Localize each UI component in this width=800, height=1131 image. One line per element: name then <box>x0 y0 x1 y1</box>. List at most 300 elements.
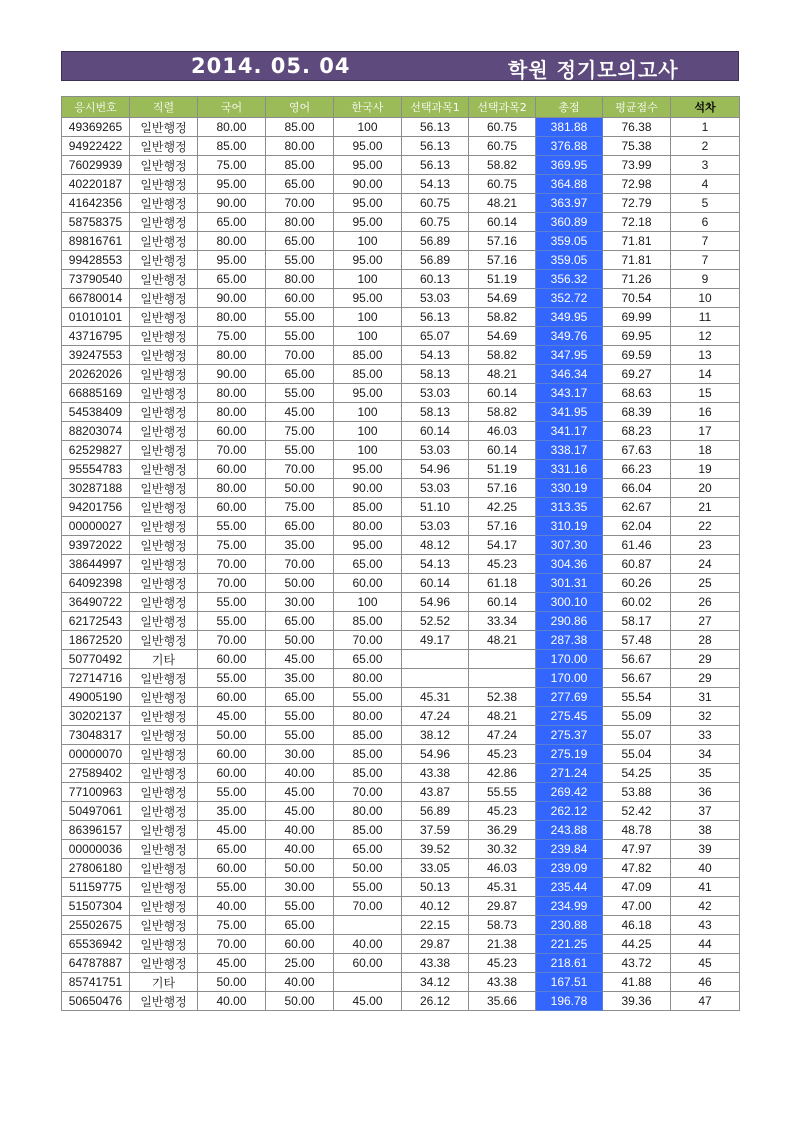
elective-2-cell: 48.21 <box>469 631 536 650</box>
korean-history-cell: 95.00 <box>334 137 402 156</box>
elective-2-cell: 48.21 <box>469 365 536 384</box>
elective-1-cell: 58.13 <box>402 365 469 384</box>
exam-number-cell: 88203074 <box>62 422 130 441</box>
exam-number-cell: 54538409 <box>62 403 130 422</box>
english-cell: 45.00 <box>266 403 334 422</box>
elective-1-cell: 49.17 <box>402 631 469 650</box>
table-row <box>62 992 740 1011</box>
table-row <box>62 479 740 498</box>
exam-number-cell: 49369265 <box>62 118 130 137</box>
table-row <box>62 574 740 593</box>
korean-history-cell: 80.00 <box>334 802 402 821</box>
english-cell: 50.00 <box>266 631 334 650</box>
rank-cell: 19 <box>671 460 740 479</box>
series-cell: 일반행정 <box>130 365 198 384</box>
rank-cell: 5 <box>671 194 740 213</box>
total-cell: 239.84 <box>536 840 603 859</box>
series-cell: 일반행정 <box>130 137 198 156</box>
total-cell: 349.76 <box>536 327 603 346</box>
rank-cell: 20 <box>671 479 740 498</box>
korean-history-cell: 95.00 <box>334 460 402 479</box>
rank-cell: 1 <box>671 118 740 137</box>
korean-cell: 80.00 <box>198 308 266 327</box>
korean-history-cell: 40.00 <box>334 935 402 954</box>
rank-cell: 3 <box>671 156 740 175</box>
total-cell: 331.16 <box>536 460 603 479</box>
table-row <box>62 764 740 783</box>
elective-1-cell: 38.12 <box>402 726 469 745</box>
column-header-rank: 석차 <box>671 97 740 118</box>
exam-number-cell: 36490722 <box>62 593 130 612</box>
column-header-series: 직렬 <box>130 97 198 118</box>
elective-1-cell: 56.89 <box>402 232 469 251</box>
korean-cell: 95.00 <box>198 251 266 270</box>
elective-1-cell: 60.75 <box>402 213 469 232</box>
elective-1-cell: 51.10 <box>402 498 469 517</box>
exam-number-cell: 27589402 <box>62 764 130 783</box>
title-banner <box>61 51 739 81</box>
series-cell: 일반행정 <box>130 251 198 270</box>
english-cell: 40.00 <box>266 764 334 783</box>
average-cell: 56.67 <box>603 650 671 669</box>
korean-history-cell: 100 <box>334 308 402 327</box>
korean-history-cell: 95.00 <box>334 289 402 308</box>
total-cell: 341.95 <box>536 403 603 422</box>
korean-history-cell: 85.00 <box>334 745 402 764</box>
total-cell: 230.88 <box>536 916 603 935</box>
english-cell: 40.00 <box>266 821 334 840</box>
rank-cell: 7 <box>671 251 740 270</box>
total-cell: 364.88 <box>536 175 603 194</box>
elective-1-cell: 43.87 <box>402 783 469 802</box>
average-cell: 72.98 <box>603 175 671 194</box>
total-cell: 338.17 <box>536 441 603 460</box>
exam-number-cell: 76029939 <box>62 156 130 175</box>
exam-number-cell: 89816761 <box>62 232 130 251</box>
total-cell: 277.69 <box>536 688 603 707</box>
series-cell: 일반행정 <box>130 612 198 631</box>
rank-cell: 42 <box>671 897 740 916</box>
table-row <box>62 650 740 669</box>
korean-cell: 90.00 <box>198 289 266 308</box>
elective-1-cell: 52.52 <box>402 612 469 631</box>
series-cell: 일반행정 <box>130 384 198 403</box>
rank-cell: 18 <box>671 441 740 460</box>
table-row <box>62 726 740 745</box>
exam-number-cell: 73048317 <box>62 726 130 745</box>
average-cell: 53.88 <box>603 783 671 802</box>
table-row <box>62 745 740 764</box>
elective-1-cell: 56.13 <box>402 156 469 175</box>
rank-cell: 2 <box>671 137 740 156</box>
korean-history-cell: 85.00 <box>334 726 402 745</box>
total-cell: 310.19 <box>536 517 603 536</box>
elective-2-cell: 57.16 <box>469 232 536 251</box>
elective-1-cell: 45.31 <box>402 688 469 707</box>
total-cell: 239.09 <box>536 859 603 878</box>
average-cell: 41.88 <box>603 973 671 992</box>
elective-1-cell: 56.89 <box>402 802 469 821</box>
average-cell: 56.67 <box>603 669 671 688</box>
series-cell: 일반행정 <box>130 346 198 365</box>
english-cell: 55.00 <box>266 441 334 460</box>
korean-cell: 60.00 <box>198 422 266 441</box>
table-row <box>62 536 740 555</box>
total-cell: 343.17 <box>536 384 603 403</box>
table-row <box>62 384 740 403</box>
series-cell: 기타 <box>130 973 198 992</box>
korean-cell: 45.00 <box>198 821 266 840</box>
elective-2-cell: 48.21 <box>469 707 536 726</box>
korean-history-cell: 85.00 <box>334 821 402 840</box>
elective-2-cell: 60.75 <box>469 137 536 156</box>
total-cell: 221.25 <box>536 935 603 954</box>
rank-cell: 36 <box>671 783 740 802</box>
series-cell: 일반행정 <box>130 194 198 213</box>
elective-2-cell: 30.32 <box>469 840 536 859</box>
english-cell: 80.00 <box>266 270 334 289</box>
korean-history-cell: 95.00 <box>334 194 402 213</box>
elective-2-cell: 51.19 <box>469 270 536 289</box>
total-cell: 218.61 <box>536 954 603 973</box>
rank-cell: 44 <box>671 935 740 954</box>
rank-cell: 24 <box>671 555 740 574</box>
rank-cell: 32 <box>671 707 740 726</box>
elective-2-cell: 42.86 <box>469 764 536 783</box>
exam-number-cell: 50650476 <box>62 992 130 1011</box>
korean-history-cell: 55.00 <box>334 878 402 897</box>
exam-number-cell: 39247553 <box>62 346 130 365</box>
exam-number-cell: 00000027 <box>62 517 130 536</box>
elective-1-cell: 22.15 <box>402 916 469 935</box>
table-row <box>62 954 740 973</box>
average-cell: 47.97 <box>603 840 671 859</box>
korean-history-cell: 60.00 <box>334 574 402 593</box>
elective-1-cell: 40.12 <box>402 897 469 916</box>
korean-history-cell: 95.00 <box>334 156 402 175</box>
rank-cell: 33 <box>671 726 740 745</box>
table-row <box>62 707 740 726</box>
elective-1-cell: 58.13 <box>402 403 469 422</box>
series-cell: 일반행정 <box>130 878 198 897</box>
korean-cell: 80.00 <box>198 232 266 251</box>
korean-history-cell: 100 <box>334 422 402 441</box>
korean-cell: 55.00 <box>198 612 266 631</box>
exam-date: 2014. 05. 04 <box>191 54 351 78</box>
table-row <box>62 783 740 802</box>
korean-history-cell: 85.00 <box>334 764 402 783</box>
rank-cell: 43 <box>671 916 740 935</box>
total-cell: 369.95 <box>536 156 603 175</box>
english-cell: 55.00 <box>266 707 334 726</box>
elective-1-cell <box>402 650 469 669</box>
english-cell: 25.00 <box>266 954 334 973</box>
elective-2-cell: 54.69 <box>469 327 536 346</box>
elective-2-cell: 42.25 <box>469 498 536 517</box>
english-cell: 50.00 <box>266 859 334 878</box>
english-cell: 60.00 <box>266 289 334 308</box>
korean-history-cell: 100 <box>334 403 402 422</box>
elective-1-cell: 54.13 <box>402 175 469 194</box>
elective-1-cell: 53.03 <box>402 517 469 536</box>
table-row <box>62 175 740 194</box>
english-cell: 55.00 <box>266 251 334 270</box>
series-cell: 일반행정 <box>130 593 198 612</box>
average-cell: 69.27 <box>603 365 671 384</box>
total-cell: 313.35 <box>536 498 603 517</box>
elective-1-cell: 56.13 <box>402 118 469 137</box>
series-cell: 일반행정 <box>130 859 198 878</box>
elective-2-cell: 48.21 <box>469 194 536 213</box>
korean-cell: 55.00 <box>198 783 266 802</box>
korean-history-cell <box>334 916 402 935</box>
average-cell: 52.42 <box>603 802 671 821</box>
korean-cell: 80.00 <box>198 403 266 422</box>
exam-number-cell: 86396157 <box>62 821 130 840</box>
total-cell: 243.88 <box>536 821 603 840</box>
total-cell: 300.10 <box>536 593 603 612</box>
series-cell: 일반행정 <box>130 403 198 422</box>
elective-1-cell: 54.96 <box>402 460 469 479</box>
elective-2-cell: 46.03 <box>469 859 536 878</box>
rank-cell: 27 <box>671 612 740 631</box>
korean-cell: 55.00 <box>198 669 266 688</box>
korean-history-cell: 100 <box>334 118 402 137</box>
rank-cell: 9 <box>671 270 740 289</box>
korean-cell: 90.00 <box>198 365 266 384</box>
elective-2-cell: 46.03 <box>469 422 536 441</box>
elective-2-cell: 60.14 <box>469 441 536 460</box>
rank-cell: 26 <box>671 593 740 612</box>
english-cell: 75.00 <box>266 498 334 517</box>
korean-history-cell <box>334 973 402 992</box>
table-row <box>62 422 740 441</box>
korean-cell: 50.00 <box>198 726 266 745</box>
average-cell: 58.17 <box>603 612 671 631</box>
english-cell: 70.00 <box>266 346 334 365</box>
exam-number-cell: 27806180 <box>62 859 130 878</box>
average-cell: 67.63 <box>603 441 671 460</box>
elective-1-cell: 50.13 <box>402 878 469 897</box>
table-row <box>62 441 740 460</box>
average-cell: 55.54 <box>603 688 671 707</box>
rank-cell: 31 <box>671 688 740 707</box>
table-row <box>62 346 740 365</box>
total-cell: 275.37 <box>536 726 603 745</box>
korean-history-cell: 45.00 <box>334 992 402 1011</box>
english-cell: 55.00 <box>266 308 334 327</box>
korean-cell: 70.00 <box>198 555 266 574</box>
korean-history-cell: 70.00 <box>334 897 402 916</box>
elective-2-cell: 58.82 <box>469 308 536 327</box>
series-cell: 일반행정 <box>130 726 198 745</box>
total-cell: 287.38 <box>536 631 603 650</box>
series-cell: 일반행정 <box>130 270 198 289</box>
korean-cell: 75.00 <box>198 327 266 346</box>
exam-number-cell: 95554783 <box>62 460 130 479</box>
average-cell: 61.46 <box>603 536 671 555</box>
english-cell: 80.00 <box>266 213 334 232</box>
total-cell: 307.30 <box>536 536 603 555</box>
average-cell: 43.72 <box>603 954 671 973</box>
rank-cell: 37 <box>671 802 740 821</box>
exam-number-cell: 25502675 <box>62 916 130 935</box>
average-cell: 69.95 <box>603 327 671 346</box>
elective-1-cell: 33.05 <box>402 859 469 878</box>
korean-cell: 55.00 <box>198 517 266 536</box>
english-cell: 75.00 <box>266 422 334 441</box>
korean-cell: 45.00 <box>198 707 266 726</box>
series-cell: 일반행정 <box>130 213 198 232</box>
korean-cell: 70.00 <box>198 441 266 460</box>
exam-title: 학원 정기모의고사 <box>508 58 679 82</box>
elective-1-cell <box>402 669 469 688</box>
elective-1-cell: 56.89 <box>402 251 469 270</box>
korean-cell: 60.00 <box>198 498 266 517</box>
elective-1-cell: 54.96 <box>402 745 469 764</box>
average-cell: 47.00 <box>603 897 671 916</box>
series-cell: 일반행정 <box>130 992 198 1011</box>
rank-cell: 4 <box>671 175 740 194</box>
elective-2-cell: 60.14 <box>469 593 536 612</box>
average-cell: 60.87 <box>603 555 671 574</box>
rank-cell: 28 <box>671 631 740 650</box>
elective-1-cell: 53.03 <box>402 384 469 403</box>
elective-1-cell: 26.12 <box>402 992 469 1011</box>
exam-number-cell: 93972022 <box>62 536 130 555</box>
table-body <box>62 118 740 1011</box>
korean-history-cell: 80.00 <box>334 669 402 688</box>
korean-cell: 35.00 <box>198 802 266 821</box>
average-cell: 39.36 <box>603 992 671 1011</box>
english-cell: 60.00 <box>266 935 334 954</box>
english-cell: 65.00 <box>266 916 334 935</box>
series-cell: 일반행정 <box>130 232 198 251</box>
column-header-korean: 국어 <box>198 97 266 118</box>
series-cell: 일반행정 <box>130 498 198 517</box>
table-row <box>62 973 740 992</box>
english-cell: 35.00 <box>266 669 334 688</box>
average-cell: 72.79 <box>603 194 671 213</box>
total-cell: 347.95 <box>536 346 603 365</box>
elective-1-cell: 60.13 <box>402 270 469 289</box>
average-cell: 69.99 <box>603 308 671 327</box>
exam-number-cell: 62529827 <box>62 441 130 460</box>
english-cell: 55.00 <box>266 327 334 346</box>
average-cell: 70.54 <box>603 289 671 308</box>
total-cell: 352.72 <box>536 289 603 308</box>
korean-history-cell: 90.00 <box>334 175 402 194</box>
korean-cell: 80.00 <box>198 384 266 403</box>
table-row <box>62 498 740 517</box>
average-cell: 75.38 <box>603 137 671 156</box>
exam-number-cell: 20262026 <box>62 365 130 384</box>
english-cell: 55.00 <box>266 897 334 916</box>
elective-2-cell: 36.29 <box>469 821 536 840</box>
elective-2-cell: 45.23 <box>469 555 536 574</box>
korean-history-cell: 60.00 <box>334 954 402 973</box>
english-cell: 30.00 <box>266 745 334 764</box>
average-cell: 48.78 <box>603 821 671 840</box>
series-cell: 일반행정 <box>130 555 198 574</box>
series-cell: 일반행정 <box>130 631 198 650</box>
column-header-korean-history: 한국사 <box>334 97 402 118</box>
elective-2-cell: 47.24 <box>469 726 536 745</box>
rank-cell: 10 <box>671 289 740 308</box>
table-row <box>62 916 740 935</box>
elective-2-cell <box>469 669 536 688</box>
elective-2-cell: 58.73 <box>469 916 536 935</box>
korean-history-cell: 100 <box>334 441 402 460</box>
series-cell: 일반행정 <box>130 327 198 346</box>
korean-cell: 60.00 <box>198 650 266 669</box>
total-cell: 271.24 <box>536 764 603 783</box>
average-cell: 46.18 <box>603 916 671 935</box>
korean-cell: 85.00 <box>198 137 266 156</box>
average-cell: 60.26 <box>603 574 671 593</box>
table-row <box>62 194 740 213</box>
average-cell: 44.25 <box>603 935 671 954</box>
korean-cell: 40.00 <box>198 897 266 916</box>
korean-history-cell: 65.00 <box>334 555 402 574</box>
elective-2-cell: 61.18 <box>469 574 536 593</box>
elective-2-cell: 45.23 <box>469 802 536 821</box>
elective-1-cell: 43.38 <box>402 764 469 783</box>
series-cell: 일반행정 <box>130 783 198 802</box>
table-row <box>62 232 740 251</box>
exam-number-cell: 43716795 <box>62 327 130 346</box>
rank-cell: 22 <box>671 517 740 536</box>
total-cell: 356.32 <box>536 270 603 289</box>
korean-history-cell: 80.00 <box>334 707 402 726</box>
english-cell: 40.00 <box>266 973 334 992</box>
korean-cell: 55.00 <box>198 878 266 897</box>
korean-cell: 70.00 <box>198 631 266 650</box>
total-cell: 235.44 <box>536 878 603 897</box>
total-cell: 170.00 <box>536 650 603 669</box>
elective-2-cell: 60.14 <box>469 384 536 403</box>
table-row <box>62 327 740 346</box>
series-cell: 일반행정 <box>130 441 198 460</box>
rank-cell: 46 <box>671 973 740 992</box>
rank-cell: 16 <box>671 403 740 422</box>
exam-number-cell: 66885169 <box>62 384 130 403</box>
elective-2-cell: 60.75 <box>469 175 536 194</box>
column-header-average: 평균점수 <box>603 97 671 118</box>
rank-cell: 7 <box>671 232 740 251</box>
exam-number-cell: 66780014 <box>62 289 130 308</box>
elective-2-cell: 29.87 <box>469 897 536 916</box>
english-cell: 65.00 <box>266 688 334 707</box>
total-cell: 349.95 <box>536 308 603 327</box>
korean-cell: 95.00 <box>198 175 266 194</box>
total-cell: 381.88 <box>536 118 603 137</box>
korean-history-cell: 70.00 <box>334 783 402 802</box>
exam-number-cell: 65536942 <box>62 935 130 954</box>
elective-2-cell: 43.38 <box>469 973 536 992</box>
elective-2-cell: 58.82 <box>469 403 536 422</box>
table-row <box>62 118 740 137</box>
elective-2-cell: 35.66 <box>469 992 536 1011</box>
series-cell: 일반행정 <box>130 821 198 840</box>
korean-history-cell: 80.00 <box>334 517 402 536</box>
average-cell: 57.48 <box>603 631 671 650</box>
table-row <box>62 821 740 840</box>
korean-cell: 60.00 <box>198 745 266 764</box>
total-cell: 346.34 <box>536 365 603 384</box>
exam-number-cell: 41642356 <box>62 194 130 213</box>
average-cell: 55.09 <box>603 707 671 726</box>
